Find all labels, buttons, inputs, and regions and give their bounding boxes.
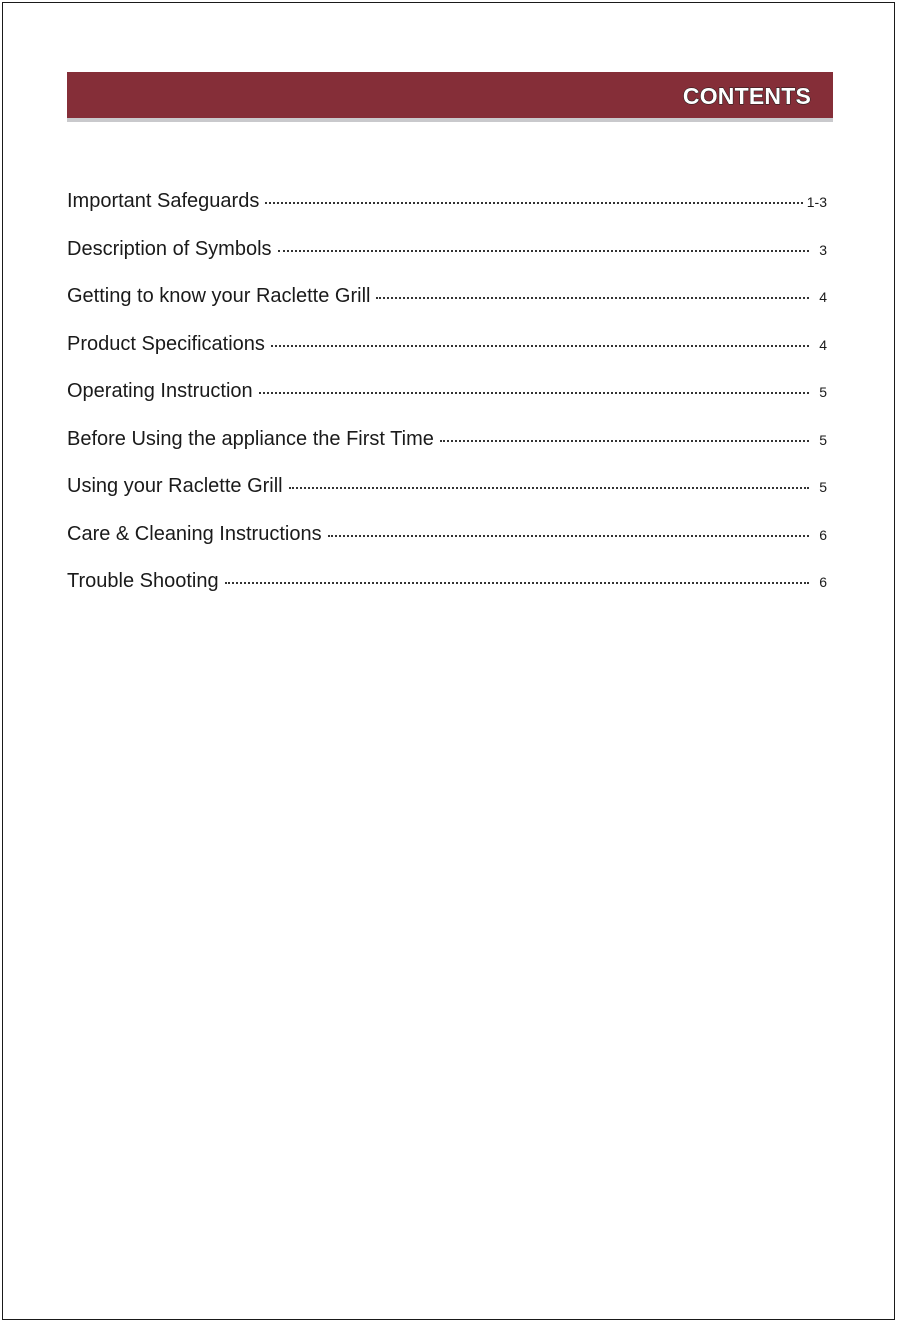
toc-entry-label: Important Safeguards <box>67 190 260 212</box>
toc-entry-label: Care & Cleaning Instructions <box>67 522 322 545</box>
toc-entry[interactable] <box>67 566 827 614</box>
toc-entry-label: Operating Instruction <box>67 380 253 402</box>
toc-entry-label: Product Specifications <box>67 332 265 355</box>
contents-title: CONTENTS <box>682 83 811 109</box>
toc-entry-page: 4 <box>819 336 827 353</box>
toc-dot-leader <box>328 535 809 537</box>
toc-entry-page: 6 <box>819 574 827 590</box>
toc-entry[interactable] <box>67 329 827 377</box>
toc-entry-page: 4 <box>819 289 827 305</box>
toc-entry-label: Before Using the appliance the First Time <box>67 427 434 450</box>
toc-entry-page: 6 <box>819 526 827 543</box>
contents-header-bar <box>67 72 833 122</box>
toc-dot-leader <box>278 250 809 252</box>
toc-dot-leader <box>271 345 809 347</box>
toc-dot-leader <box>440 440 809 442</box>
toc-entry[interactable] <box>67 424 827 472</box>
toc-dot-leader <box>259 392 809 394</box>
toc-entry[interactable] <box>67 471 827 519</box>
toc-entry-page: 3 <box>819 241 827 258</box>
toc-entry[interactable] <box>67 376 827 424</box>
toc-entry-label: Description of Symbols <box>67 237 272 260</box>
toc-entry-page: 5 <box>819 384 827 400</box>
toc-entry[interactable] <box>67 234 827 282</box>
table-of-contents <box>67 186 827 614</box>
toc-entry-page: 5 <box>819 479 827 495</box>
toc-dot-leader <box>376 297 809 299</box>
toc-entry[interactable] <box>67 281 827 329</box>
toc-dot-leader <box>225 582 809 584</box>
toc-dot-leader <box>265 202 802 204</box>
toc-entry-label: Using your Raclette Grill <box>67 475 283 497</box>
toc-entry-page: 1-3 <box>806 194 827 210</box>
toc-entry-label: Trouble Shooting <box>67 570 219 592</box>
toc-entry-label: Getting to know your Raclette Grill <box>67 285 371 307</box>
toc-dot-leader <box>289 487 809 489</box>
toc-entry-page: 5 <box>819 431 827 448</box>
toc-entry[interactable] <box>67 186 827 234</box>
toc-entry[interactable] <box>67 519 827 567</box>
